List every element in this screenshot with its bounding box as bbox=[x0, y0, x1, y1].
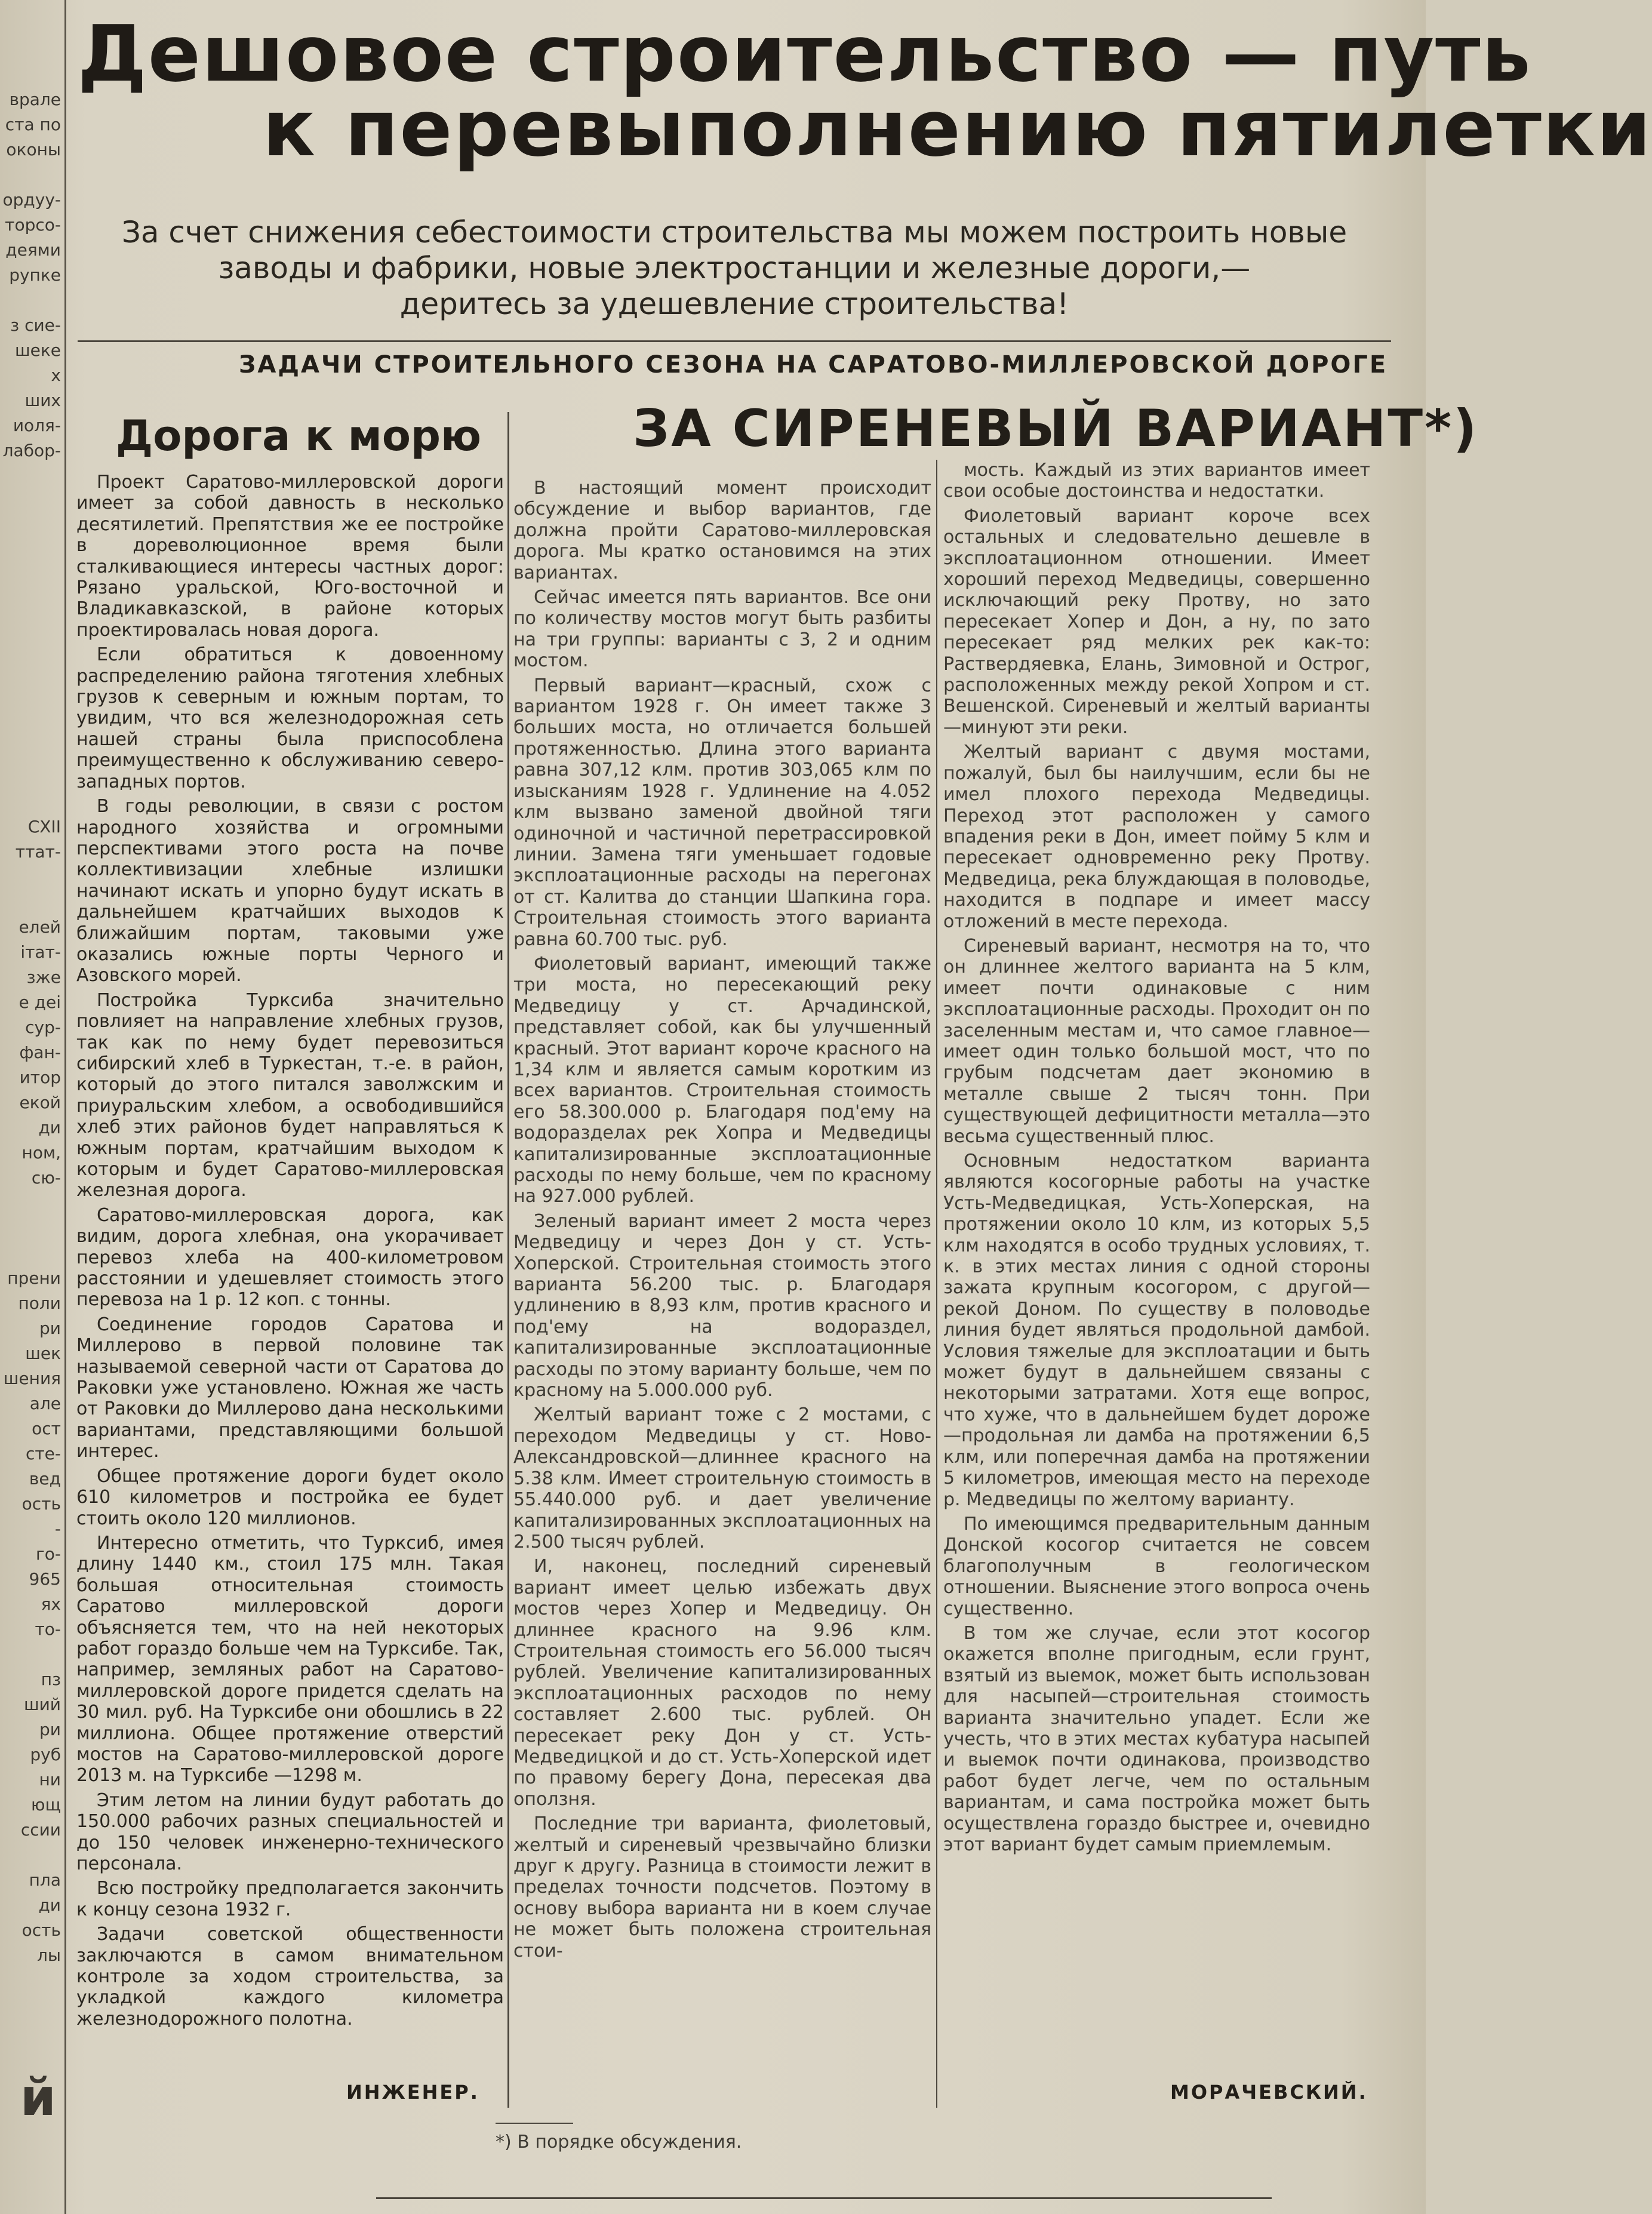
paragraph: И, наконец, последний сиреневый вариант имеет целью избежать двух мостов через Хопер и Медведицу. Он длиннее красного на 9.96 клм. Строительная стоимость его 56.000 тысяч рублей. Увеличение капитализированных эксплоатационных расходов по нему составляет 2.600 тыс. рублей. Он пересекает реку Дон у ст. Усть-Медведицкой и до ст. Усть-Хоперской идет по правому берегу Дона, пересекая два оползня. bbox=[513, 1556, 931, 1810]
margin-fragment: вед bbox=[29, 1469, 61, 1489]
margin-fragment: шеке bbox=[15, 340, 61, 360]
column-divider bbox=[936, 460, 937, 2108]
left-article-signature: ИНЖЕНЕР. bbox=[346, 2081, 479, 2104]
margin-fragment: оконы bbox=[6, 140, 61, 159]
paragraph: В годы революции, в связи с ростом народного хозяйства и огромными перспективами этого роста на почве коллективизации хлебные излишки начинают искать и упорно будут искать в дальнейшем кратчайших выходов к ближайшим портам, таковыми уже оказались южные порты Черного и Азовского морей. bbox=[76, 796, 504, 986]
margin-fragment: иоля- bbox=[13, 416, 61, 435]
margin-fragment: итор bbox=[19, 1068, 61, 1087]
margin-fragment: прени bbox=[7, 1268, 61, 1288]
paragraph: Основным недостатком варианта являются косогорные работы на участке Усть-Медведицкая, Усть-Хоперская, на протяжении около 10 клм, из которых 5,5 клм находятся в особо трудных условиях, т. к. в этих местах линия с одной стороны зажата крупным косогором, с другой—рекой Доном. По существу в половодье линия будет являться продольной дамбой. Условия тяжелые для эксплоатации и быть может будут в дальнейшем связаны с некоторыми затратами. Хотя еще вопрос, что хуже, что в дальнейшем будет дороже—продольная ли дамба на протяжении 6,5 клм, или поперечная дамба на протяжении 5 километров, имеющая место на переходе р. Медведицы по желтому варианту. bbox=[943, 1151, 1370, 1510]
left-article-title: Дорога к морю bbox=[115, 411, 482, 460]
margin-fragment: ста по bbox=[5, 115, 61, 134]
paragraph: Желтый вариант тоже с 2 мостами, с переходом Медведицы у ст. Ново-Александровской—длиннее красного на 5.38 клм. Имеет строительную стоимость в 55.440.000 руб. и дает увеличение капитализированных эксплоатационных на 2.500 тысяч рублей. bbox=[513, 1404, 931, 1552]
margin-fragment: ях bbox=[41, 1594, 61, 1614]
subhead-line-3: деритесь за удешевление строительства! bbox=[399, 287, 1069, 321]
paragraph: Сейчас имеется пять вариантов. Все они по количеству мостов могут быть разбиты на три группы: варианты с 3, 2 и одним мостом. bbox=[513, 587, 931, 672]
margin-fragment: ший bbox=[23, 1695, 61, 1714]
footnote-rule bbox=[496, 2123, 573, 2124]
margin-fragment: ость bbox=[21, 1920, 61, 1940]
paragraph: Саратово-миллеровская дорога, как видим, дорога хлебная, она укорачивает перевоз хлеба на 400-километровом расстоянии и удешевляет стоимость этого перевоза на 1 р. 12 коп. с тонны. bbox=[76, 1204, 504, 1311]
margin-fragment: ри bbox=[39, 1720, 61, 1739]
column-divider bbox=[507, 412, 509, 2108]
margin-fragment: торсо- bbox=[5, 215, 61, 235]
margin-fragment: рупке bbox=[9, 265, 61, 285]
paragraph: Общее протяжение дороги будет около 610 километров и постройка ее будет стоить около 120 миллионов. bbox=[76, 1465, 504, 1529]
paragraph: Всю постройку предполагается закончить к концу сезона 1932 г. bbox=[76, 1878, 504, 1920]
paragraph: Фиолетовый вариант короче всех остальных и следовательно дешевле в эксплоатационном отношении. Имеет хороший переход Медведицы, совершенно исключающий реку Протву, но зато пересекает Хопер и Дон, а ну, по зато пересекает ряд мелких рек как-то: Раствердяевка, Елань, Зимовной и Острог, расположенных между рекой Хопром и ст. Вешенской. Сиреневый и желтый варианты—минуют эти реки. bbox=[943, 505, 1370, 738]
margin-fragment: ри bbox=[39, 1318, 61, 1338]
paragraph: Если обратиться к довоенному распределению района тяготения хлебных грузов к северным и южным портам, то увидим, что вся железнодорожная сеть нашей страны была приспособлена преимущественно к обслуживанию северо-западных портов. bbox=[76, 644, 504, 792]
margin-fragment: ост bbox=[32, 1419, 61, 1438]
paragraph: Соединение городов Саратова и Миллерово в первой половине так называемой северной части от Саратова до Раковки уже установлено. Южная же часть от Раковки до Миллерово дана несколькими вариантами, представляющими большой интерес. bbox=[76, 1314, 504, 1462]
section-title: ЗАДАЧИ СТРОИТЕЛЬНОГО СЕЗОНА НА САРАТОВО-МИЛЛЕРОВСКОЙ ДОРОГЕ bbox=[239, 351, 1388, 379]
margin-fragment: го- bbox=[36, 1544, 61, 1564]
margin-fragment: ни bbox=[39, 1770, 61, 1789]
margin-fragment: то- bbox=[35, 1619, 61, 1639]
margin-fragment: руб bbox=[30, 1745, 61, 1764]
paragraph: Последние три варианта, фиолетовый, желтый и сиреневый чрезвычайно близки друг к другу. Разница в стоимости лежит в пределах точности подсчетов. Поэтому в основу выбора варианта ни в коем случае не может быть положена строительная стои- bbox=[513, 1813, 931, 1961]
margin-fragment: деями bbox=[5, 240, 61, 260]
paragraph: мость. Каждый из этих вариантов имеет свои особые достоинства и недостатки. bbox=[943, 460, 1370, 502]
margin-fragment: й bbox=[20, 2068, 56, 2127]
main-article-title: ЗА СИРЕНЕВЫЙ ВАРИАНТ*) bbox=[633, 399, 1479, 459]
headline-line-2: к перевыполнению пятилетки bbox=[263, 83, 1652, 174]
margin-fragment: екой bbox=[19, 1093, 61, 1112]
headline-line-1: Дешовое строительство — путь bbox=[78, 8, 1532, 99]
paragraph: По имеющимся предварительным данным Донской косогор считается не совсем благополучным в геологическом отношении. Выяснение этого вопроса очень существенно. bbox=[943, 1513, 1370, 1619]
margin-fragment: ітат- bbox=[20, 942, 61, 962]
margin-fragment: - bbox=[54, 1519, 61, 1539]
margin-fragment: ость bbox=[21, 1494, 61, 1514]
margin-fragment: врале bbox=[9, 90, 61, 109]
margin-fragment: сте- bbox=[25, 1444, 61, 1463]
paragraph: Сиреневый вариант, несмотря на то, что он длиннее желтого варианта на 5 клм, имеет почти одинаковые с ним эксплоатационные расходы. Проходит он по заселенным местам и, что самое главное—имеет один только большой мост, что по грубым подсчетам дает экономию в металле свыше 2 тысяч тонн. При существующей дефицитности металла—это весьма существенный плюс. bbox=[943, 935, 1370, 1147]
margin-fragment: поли bbox=[18, 1293, 61, 1313]
margin-fragment: сур- bbox=[25, 1017, 61, 1037]
margin-fragment: е деі bbox=[19, 992, 61, 1012]
margin-fragment: лы bbox=[36, 1945, 61, 1965]
margin-fragment: зже bbox=[26, 967, 61, 987]
subhead-line-2: заводы и фабрики, новые электростанции и железные дороги,— bbox=[218, 251, 1251, 285]
margin-fragment: з сие- bbox=[10, 315, 61, 335]
paragraph: Проект Саратово-миллеровской дороги имеет за собой давность в несколько десятилетий. Препятствия же ее постройке в дореволюционное время были сталкивающиеся интересы частных дорог: Рязано уральской, Юго-восточной и Владикавказской, в районе которых проектировалась новая дорога. bbox=[76, 472, 504, 641]
margin-fragment: ттат- bbox=[15, 842, 61, 862]
footnote: *) В порядке обсуждения. bbox=[496, 2132, 742, 2152]
margin-fragment: шек bbox=[25, 1343, 61, 1363]
margin-fragment: пла bbox=[29, 1870, 61, 1890]
margin-fragment: пз bbox=[41, 1669, 61, 1689]
paragraph: Постройка Турксиба значительно повлияет на направление хлебных грузов, так как по нему будет перевозиться сибирский хлеб в Туркестан, т.-е. в район, который до этого питался заволжским и приуральским хлебом, а освободившийся хлеб этих районов будет направляться к южным портам, кратчайшим выходом к которым и будет Саратово-миллеровская железная дорога. bbox=[76, 989, 504, 1201]
bottom-rule bbox=[376, 2197, 1272, 2199]
margin-fragment: ссии bbox=[20, 1820, 61, 1840]
margin-fragment: ших bbox=[24, 390, 61, 410]
margin-fragment: сю- bbox=[31, 1168, 61, 1188]
main-article-body-right bbox=[943, 460, 1370, 2048]
paragraph: В том же случае, если этот косогор окажется вполне пригодным, если грунт, взятый из выемок, может быть использован для насыпей—строительная стоимость варианта значительно упадет. Если же учесть, что в этих местах кубатура насыпей и выемок почти одинакова, производство работ будет легче, чем по остальным вариантам, и сама постройка может быть осуществлена гораздо быстрее и, очевидно этот вариант будет самым приемлемым. bbox=[943, 1622, 1370, 1855]
paragraph: Задачи советской общественности заключаются в самом внимательном контроле за ходом строительства, за укладкой каждого километра железнодорожного полотна. bbox=[76, 1924, 504, 2029]
margin-fragment: ордуу- bbox=[2, 190, 61, 210]
paragraph: Зеленый вариант имеет 2 моста через Медведицу и через Дон у ст. Усть-Хоперской. Строительная стоимость этого варианта 56.200 тыс. р. Благодаря удлинению в 8,93 клм, против красного и под'ему на водораздел, капитализированные эксплоатационные расходы по этому варианту больше, чем по красному на 5.000.000 руб. bbox=[513, 1210, 931, 1401]
margin-fragment: лабор- bbox=[2, 441, 61, 460]
left-article-body bbox=[76, 472, 504, 2042]
divider-rule bbox=[78, 340, 1391, 342]
adjacent-column-fragment bbox=[0, 0, 66, 2214]
paragraph: Фиолетовый вариант, имеющий также три моста, но пересекающий реку Медведицу у ст. Арчадинской, представляет собой, как бы улучшенный красный. Этот вариант короче красного на 1,34 клм и является самым коротким из всех вариантов. Строительная стоимость его 58.300.000 р. Благодаря под'ему на водоразделах рек Хопра и Медведицы капитализированные эксплоатационные расходы по нему больше, чем по красному на 927.000 рублей. bbox=[513, 953, 931, 1207]
paragraph: В настоящий момент происходит обсуждение и выбор вариантов, где должна пройти Саратово-миллеровская дорога. Мы кратко остановимся на этих вариантах. bbox=[513, 478, 931, 583]
main-article-body-middle bbox=[513, 478, 931, 2054]
paragraph: Этим летом на линии будут работать до 150.000 рабочих разных специальностей и до 150 человек инженерно-технического персонала. bbox=[76, 1789, 504, 1874]
margin-fragment: ди bbox=[38, 1895, 61, 1915]
margin-fragment: ном, bbox=[21, 1143, 61, 1163]
margin-fragment: 965 bbox=[29, 1569, 61, 1589]
margin-fragment: але bbox=[29, 1394, 61, 1413]
paragraph: Желтый вариант с двумя мостами, пожалуй, был бы наилучшим, если бы не имел плохого перехода Медведицы. Переход этот расположен у самого впадения реки в Дон, имеет пойму 5 клм и пересекает одновременно реку Протву. Медведица, река блуждающая в половодье, находится в подпаре и имеет массу отложений в месте перехода. bbox=[943, 742, 1370, 932]
main-article-signature: МОРАЧЕВСКИЙ. bbox=[1170, 2081, 1368, 2104]
margin-fragment: елей bbox=[19, 917, 61, 937]
margin-fragment: х bbox=[51, 365, 61, 385]
margin-fragment: шения bbox=[3, 1369, 61, 1388]
paragraph: Первый вариант—красный, схож с вариантом 1928 г. Он имеет также 3 больших моста, но отличается большей протяженностью. Длина этого варианта равна 307,12 клм. против 303,065 клм по изысканиям 1928 г. Удлинение на 4.052 клм вызвано заменой двойной тяги одиночной и частичной перетрассировкой линии. Замена тяги уменьшает годовые эксплоатационные расходы на перегонах от ст. Калитва до станции Шапкина гора. Строительная стоимость этого варианта равна 60.700 тыс. руб. bbox=[513, 675, 931, 950]
margin-fragment: ющ bbox=[31, 1795, 61, 1815]
margin-fragment: СХII bbox=[27, 817, 61, 837]
subhead-line-1: За счет снижения себестоимости строительства мы можем построить новые bbox=[121, 215, 1348, 250]
margin-fragment: фан- bbox=[19, 1043, 61, 1062]
paragraph: Интересно отметить, что Турксиб, имея длину 1440 км., стоил 175 млн. Такая большая относительная стоимость Саратово миллеровской дороги объясняется тем, что на ней некоторых работ гораздо больше чем на Турксибе. Так, например, земляных работ на Саратово-миллеровской дороге придется сделать на 30 мил. руб. На Турксибе они обошлись в 22 миллиона. Общее протяжение отверстий мостов на Саратово-миллеровской дороге 2013 м. на Турксибе —1298 м. bbox=[76, 1532, 504, 1786]
margin-fragment: ди bbox=[38, 1118, 61, 1137]
